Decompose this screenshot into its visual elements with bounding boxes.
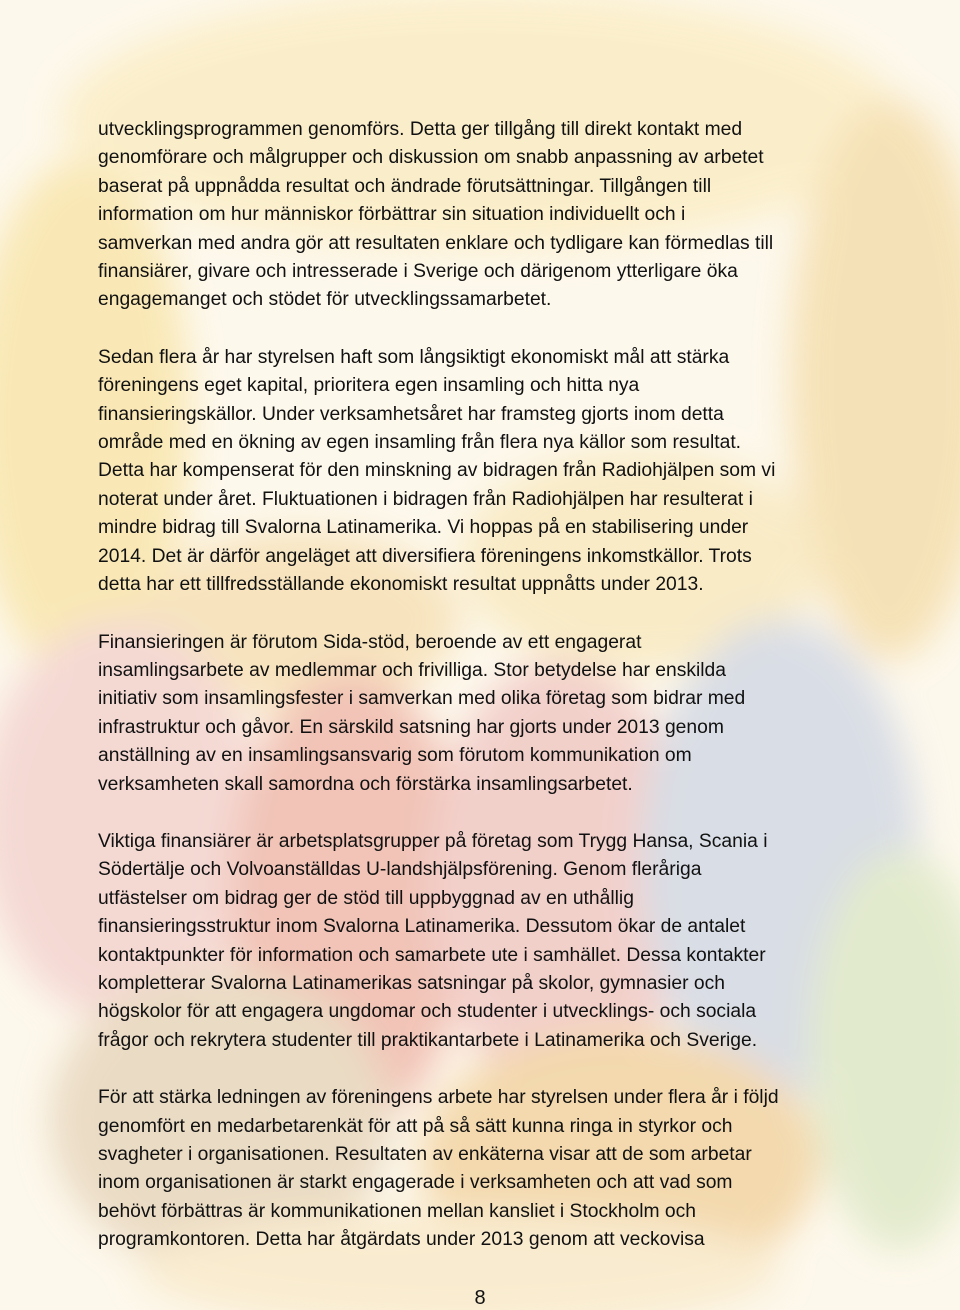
text-line: Detta har kompenserat för den minskning av bidragen från Radiohjälpen som vi: [98, 460, 776, 482]
text-line: anställning av en insamlingsansvarig som förutom kommunikation om: [98, 745, 692, 767]
text-line: kompletterar Svalorna Latinamerikas satsningar på skolor, gymnasier och: [98, 972, 725, 994]
text-line: baserat på uppnådda resultat och ändrade förutsättningar. Tillgången till: [98, 175, 712, 197]
text-line: område med en ökning av egen insamling från flera nya källor som resultat.: [98, 432, 742, 454]
page-number: 8: [474, 1287, 486, 1309]
text-line: Sedan flera år har styrelsen haft som långsiktigt ekonomiskt mål att stärka: [98, 346, 730, 368]
text-line: frågor och rekrytera studenter till praktikantarbete i Latinamerika och Sverige.: [98, 1029, 758, 1051]
document-body: [98, 116, 878, 1284]
text-line: utvecklingsprogrammen genomförs. Detta ger tillgång till direkt kontakt med: [98, 119, 743, 140]
text-line: mindre bidrag till Svalorna Latinamerika. Vi hoppas på en stabilisering under: [98, 517, 749, 539]
text-line: genomfört en medarbetarenkät för att på så sätt kunna ringa in styrkor och: [98, 1115, 733, 1137]
text-line: genomförare och målgrupper och diskussion om snabb anpassning av arbetet: [98, 147, 764, 169]
text-line: engagemanget och stödet för utvecklingssamarbetet.: [98, 289, 552, 311]
text-line: 2014. Det är därför angeläget att diversifiera föreningens inkomstkällor. Trots: [98, 545, 752, 567]
text-line: behövt förbättras är kommunikationen mellan kansliet i Stockholm och: [98, 1200, 697, 1222]
paragraph-2: [98, 344, 878, 600]
text-line: Södertälje och Volvoanställdas U-landshjälpsförening. Genom fleråriga: [98, 859, 702, 881]
text-line: kontaktpunkter för information och samarbete ute i samhället. Dessa kontakter: [98, 944, 766, 966]
text-line: detta har ett tillfredsställande ekonomiskt resultat uppnåtts under 2013.: [98, 574, 704, 596]
text-line: verksamheten skall samordna och förstärka insamlingsarbetet.: [98, 773, 633, 795]
text-line: finansiärer, givare och intresserade i Sverige och därigenom ytterligare öka: [98, 261, 738, 283]
paragraph-4: [98, 828, 878, 1055]
text-line: initiativ som insamlingsfester i samverkan med olika företag som bidrar med: [98, 688, 746, 710]
text-line: inom organisationen är starkt engagerade i verksamheten och att vad som: [98, 1172, 733, 1194]
text-line: utfästelser om bidrag ger de stöd till uppbyggnad av en uthållig: [98, 887, 634, 909]
paragraph-5: [98, 1084, 878, 1254]
text-line: högskolor för att engagera ungdomar och studenter i utvecklings- och sociala: [98, 1001, 757, 1023]
paragraph-1: [98, 116, 878, 315]
text-line: information om hur människor förbättrar sin situation individuellt och i: [98, 204, 686, 226]
text-line: Viktiga finansiärer är arbetsplatsgrupper på företag som Trygg Hansa, Scania i: [98, 830, 768, 852]
text-line: För att stärka ledningen av föreningens arbete har styrelsen under flera år i följd: [98, 1087, 779, 1109]
text-line: insamlingsarbete av medlemmar och frivilliga. Stor betydelse har enskilda: [98, 659, 726, 681]
text-line: infrastruktur och gåvor. En särskild satsning har gjorts under 2013 genom: [98, 716, 724, 738]
text-line: programkontoren. Detta har åtgärdats under 2013 genom att veckovisa: [98, 1229, 705, 1251]
paragraph-3: [98, 629, 878, 799]
text-line: svagheter i organisationen. Resultaten av enkäterna visar att de som arbetar: [98, 1144, 752, 1165]
text-line: finansieringskällor. Under verksamhetsåret har framsteg gjorts inom detta: [98, 403, 724, 425]
text-line: finansieringsstruktur inom Svalorna Latinamerika. Dessutom ökar de antalet: [98, 916, 746, 938]
text-line: föreningens eget kapital, prioritera egen insamling och hitta nya: [98, 375, 640, 397]
text-line: Finansieringen är förutom Sida-stöd, beroende av ett engagerat: [98, 631, 642, 653]
text-line: noterat under året. Fluktuationen i bidragen från Radiohjälpen har resulterat i: [98, 488, 753, 510]
text-line: samverkan med andra gör att resultaten enklare och tydligare kan förmedlas till: [98, 232, 774, 254]
